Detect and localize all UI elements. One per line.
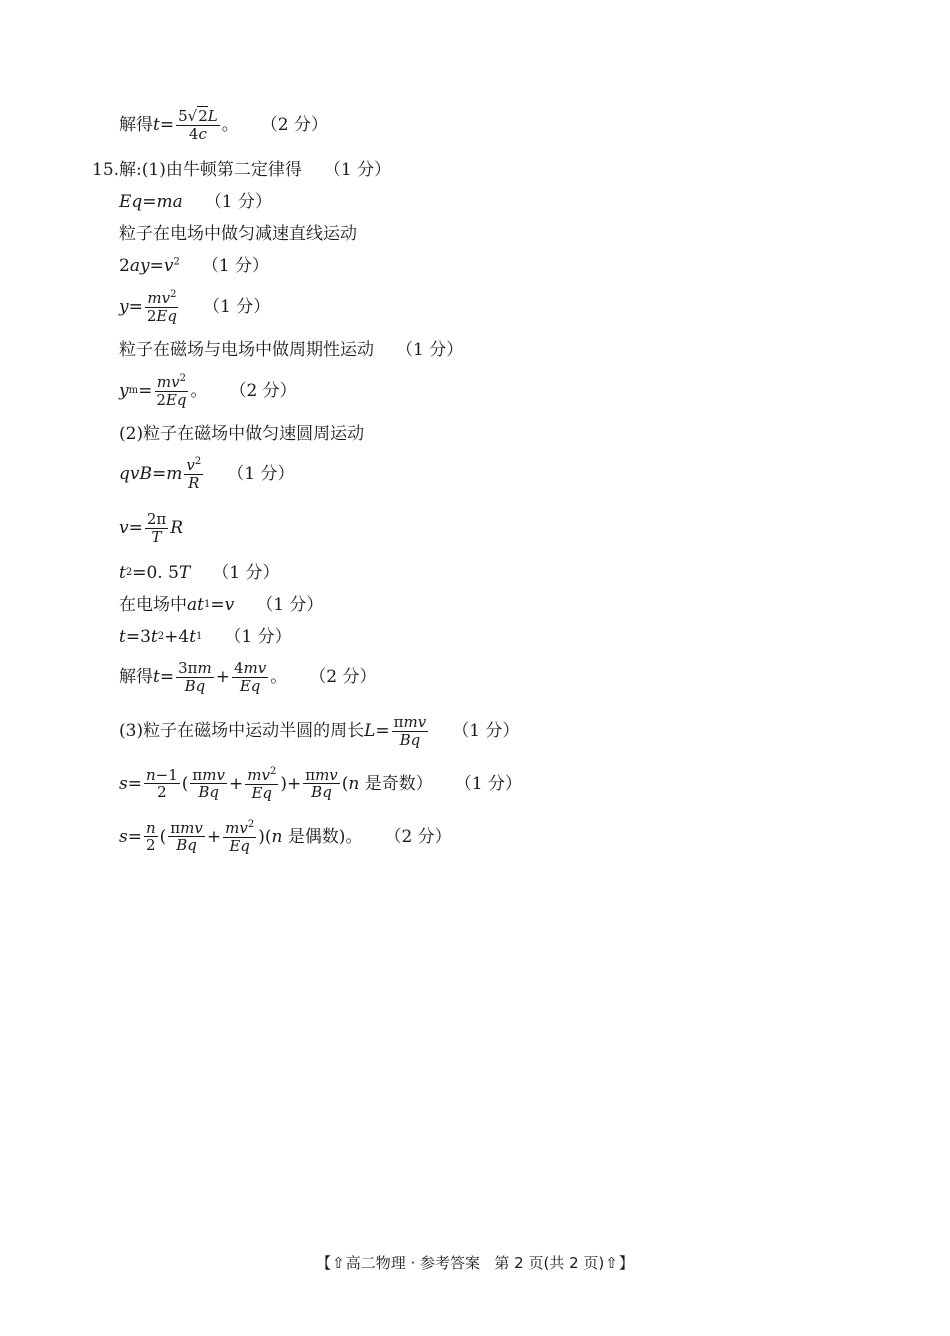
equation-s-odd: s = $\frac{n-1}{2}$ ( $\frac{\text{πmv}}{Bq}$ + $\frac{mv^2}{Eq}$ )+ $\frac{\text{πmv}}{Bq}$ ( n 是奇数） （1 分） [119, 765, 522, 802]
points-label: （1 分） [201, 256, 270, 276]
footer-page-number: 第 2 页(共 2 页) [494, 1254, 605, 1272]
condition-text: 是奇数） [364, 773, 433, 794]
equation-2ay [119, 256, 269, 276]
points-label: （1 分） [452, 721, 520, 742]
fraction: $\frac{n-1}{2}$ [145, 765, 178, 802]
page-footer [0, 1252, 950, 1273]
fraction: $\frac{2\pi}{T}$ [146, 510, 167, 546]
footer-left-bracket: 【 [316, 1254, 332, 1272]
fraction: $\frac{mv^2}{Eq}$ [225, 819, 255, 855]
formula-t: t [153, 115, 160, 136]
equation-v: v = $\frac{2\pi}{T}$ R [119, 510, 184, 546]
text-part-2 [119, 424, 364, 444]
points-label: （1 分） [224, 627, 292, 647]
line-prefix: 解得 [119, 115, 153, 136]
points-label: （1 分） [204, 192, 273, 212]
equation-ym: y m = $\frac{mv^2}{2Eq}$ 。 （2 分） [119, 373, 297, 409]
fraction: $\frac{mv^2}{Eq}$ [247, 766, 277, 802]
points-label: （1 分） [212, 563, 280, 583]
footer-right-bracket: 】 [618, 1254, 634, 1272]
points-label: （1 分） [227, 463, 295, 484]
line-prefix: 解得 [119, 667, 153, 688]
question-number: 15. [92, 160, 120, 180]
footer-title: 高二物理 · 参考答案 [345, 1254, 481, 1272]
equation-qvb: qvB = m $\frac{v^2}{R}$ （1 分） [119, 456, 295, 492]
points-label: （2 分） [260, 115, 328, 136]
text-periodic-motion [119, 340, 463, 360]
points-label: （1 分） [396, 340, 464, 360]
text-part-3: (3)粒子在磁场中运动半圆的周长 L = $\frac{\text{πmv}}{Bq}$ （1 分） [119, 713, 520, 749]
up-arrow-icon: ⇧ [605, 1254, 618, 1272]
question-text: 解:(1)由牛顿第二定律得 [119, 160, 302, 180]
points-label: （2 分） [309, 667, 377, 688]
fraction: $\frac{n}{2}$ [145, 818, 156, 855]
fraction: $\frac{v^2}{R}$ [186, 456, 202, 492]
formula: $2ay=v^2$ [119, 256, 180, 276]
points-label: （2 分） [229, 380, 297, 401]
points-label: （1 分） [454, 773, 522, 794]
line-solve-t-first: 解得 t = $\frac{5√2L}{4c}$ 。 （2 分） [119, 107, 328, 143]
line-solve-t-second: 解得 t = $\frac{3\pi m}{Bq}$ + $\frac{4mv}{Eq}$ 。 （2 分） [119, 659, 377, 695]
fraction: $\frac{5√2L}{4c}$ [178, 107, 218, 143]
fraction: $\frac{\text{πmv}}{Bq}$ [170, 818, 203, 855]
statement: (2)粒子在磁场中做匀速圆周运动 [119, 424, 365, 444]
points-label: （2 分） [384, 826, 452, 847]
statement: 粒子在电场中做匀减速直线运动 [119, 224, 357, 244]
points-label: （1 分） [202, 296, 271, 317]
fraction: $\frac{mv^2}{2Eq}$ [156, 373, 187, 409]
line-prefix: 在电场中 [119, 595, 187, 615]
points-label: （1 分） [323, 160, 392, 180]
up-arrow-icon: ⇧ [332, 1254, 345, 1272]
equation-s-even: s = $\frac{n}{2}$ ( $\frac{\text{πmv}}{Bq}$ + $\frac{mv^2}{Eq}$ )( n 是偶数)。 （2 分） [119, 818, 452, 855]
formula: Eq [119, 192, 143, 212]
fraction: $\frac{mv^2}{2Eq}$ [146, 289, 177, 325]
fraction: $\frac{4mv}{Eq}$ [233, 659, 267, 695]
fraction: $\frac{\text{πmv}}{Bq}$ [393, 713, 427, 749]
points-label: （1 分） [256, 595, 324, 615]
condition-text: 是偶数)。 [287, 826, 363, 847]
text-decelerating-motion [119, 224, 357, 244]
statement: (3)粒子在磁场中运动半圆的周长 [119, 721, 365, 742]
fraction: $\frac{\text{πmv}}{Bq}$ [192, 765, 225, 802]
statement: 粒子在磁场与电场中做周期性运动 [119, 340, 374, 360]
question-15-header [92, 160, 391, 180]
equation-at1: 在电场中 at 1 = v （1 分） [119, 595, 324, 615]
equation-eq-ma: Eq = ma （1 分） [119, 192, 273, 212]
fraction: $\frac{3\pi m}{Bq}$ [178, 659, 212, 695]
equation-y: y = $\frac{mv^2}{2Eq}$ （1 分） [119, 289, 271, 325]
fraction: $\frac{\text{πmv}}{Bq}$ [305, 765, 338, 802]
equation-t2: t 2 =0. 5 T （1 分） [119, 563, 280, 583]
equation-t-sum: t =3 t 2 +4 t 1 （1 分） [119, 627, 292, 647]
